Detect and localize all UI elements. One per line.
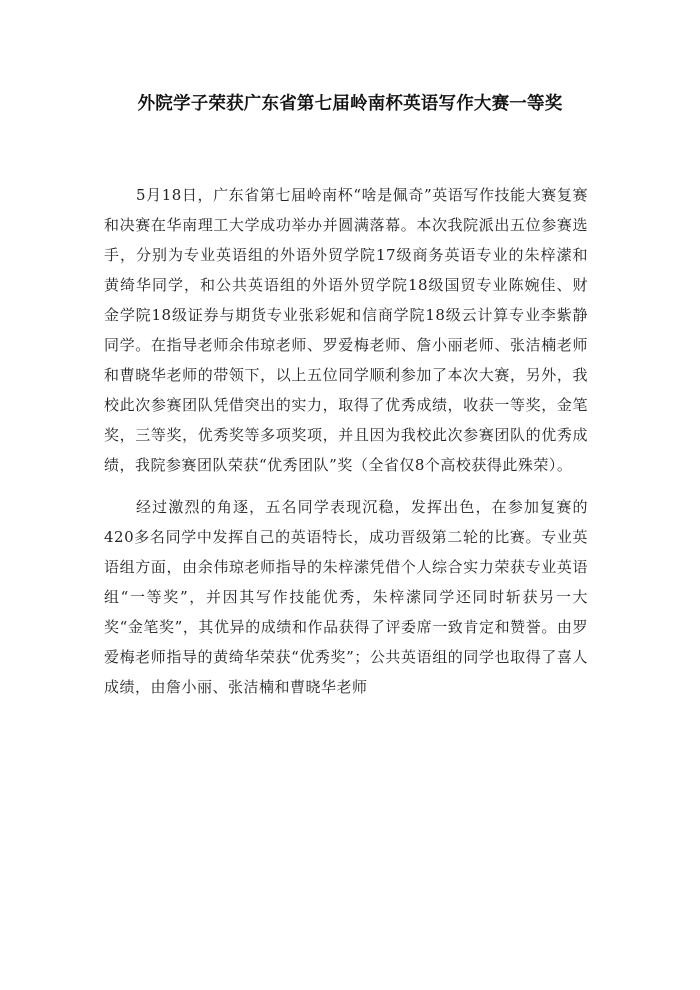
article-title: 外院学子荣获广东省第七届岭南杯英语写作大赛一等奖 (137, 94, 563, 114)
paragraph-2: 经过激烈的角逐，五名同学表现沉稳，发挥出色，在参加复赛的420多名同学中发挥自己的英语特长，成功晋级第二轮的比赛。专业英语组方面，由余伟琼老师指导的朱梓潆凭借个人综合实力荣获专业英语组“一等奖”，并因其写作技能优秀，朱梓潆同学还同时斩获另一大奖“金笔奖”，其优异的成绩和作品获得了评委席一致肯定和赞誉。由罗爱梅老师指导的黄绮华荣获“优秀奖”；公共英语组的同学也取得了喜人成绩，由詹小丽、张洁楠和曹晓华老师 (104, 498, 588, 696)
paragraph-1: 5月18日，广东省第七届岭南杯“啥是佩奇”英语写作技能大赛复赛和决赛在华南理工大学成功举办并圆满落幕。本次我院派出五位参赛选手，分别为专业英语组的外语外贸学院17级商务英语专业的朱梓潆和黄绮华同学，和公共英语组的外语外贸学院18级国贸专业陈婉佳、财金学院18级证券与期货专业张彩妮和信商学院18级云计算专业李紫静同学。在指导老师余伟琼老师、罗爱梅老师、詹小丽老师、张洁楠老师和曹晓华老师的带领下，以上五位同学顺利参加了本次大赛，另外，我校此次参赛团队凭借突出的实力，取得了优秀成绩，收获一等奖，金笔奖，三等奖，优秀奖等多项奖项，并且因为我校此次参赛团队的优秀成绩，我院参赛团队荣获“优秀团队”奖（全省仅8个高校获得此殊荣）。 (104, 186, 588, 474)
article-body (104, 180, 588, 702)
